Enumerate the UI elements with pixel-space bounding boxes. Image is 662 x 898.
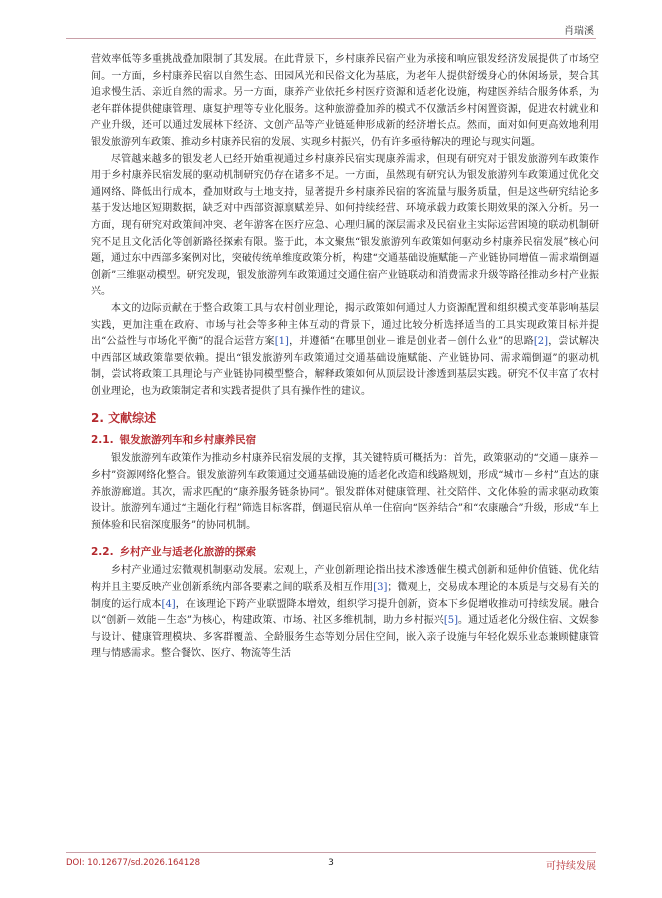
subsection-2-1-paragraph: 银发旅游列车政策作为推动乡村康养民宿发展的支撑，其关键特质可概括为：首先，政策驱动的“交通－康养－乡村”资源网络化整合。银发旅游列车政策通过交通基础设施的适老化改造和线路规划，形成“城市－乡村”直达的康养旅游廊道。其次，需求匹配的“康养服务链条协同”。银发群体对健康管理、社交陪伴、文化体验的需求驱动政策设计。旅游列车通过“主题化行程”筛选目标客群，倒逼民宿从单一住宿向“医养结合”和“农康融合”升级，形成“车上预体验和民宿深度服务”的协同机制。 — [91, 453, 599, 531]
citation-link[interactable]: [4] — [161, 598, 176, 610]
subsection-title-text: 乡村产业与适老化旅游的探索 — [119, 546, 257, 559]
paragraph-text: 乡村产业通过宏微观机制驱动发展。宏观上，产业创新理论指出技术渗透催生模式创新和延伸价值链、优化结构并且主要反映产业创新系统内部各要素之间的联系及相互作用 — [91, 565, 599, 594]
paragraph-text: ，并遵循“在哪里创业－谁是创业者－创什么业”的思路 — [288, 336, 534, 348]
subsection-2-2-paragraph — [91, 563, 599, 663]
subsection-number: 2.1. — [91, 434, 114, 447]
running-header-author: 肖瑞溪 — [564, 26, 594, 37]
intro-paragraph-2 — [91, 152, 599, 301]
subsection-title-2-2 — [91, 544, 599, 559]
section-title-literature-review: 2. 文献综述 — [91, 411, 157, 426]
footer-divider — [66, 852, 596, 853]
footer-doi[interactable]: DOI: 10.12677/sd.2026.164128 — [66, 858, 201, 868]
footer-journal-name: 可持续发展 — [546, 861, 596, 872]
article-body — [91, 52, 599, 663]
paragraph-text: 尽管越来越多的银发老人已经开始重视通过乡村康养民宿实现康养需求，但现有研究对于银发旅游列车政策作用于乡村康养民宿发展的驱动机制研究仍存在诸多不足。一方面，虽然现有研究认为银发旅游列车政策通过优化交通网络、降低出行成本，叠加财政与土地支持，显著提升乡村康养民宿的客流量与服务质量，但是这些研究结论多基于发达地区短期数据，缺乏对中西部资源禀赋差异、如何持续经营、环境承载力政策长期效果的深入分析。另一方面，现有研究对政策间冲突、老年游客在医疗应急、心理归属的深层需求及民宿业主实际运营困境的联动机制研究不足且文化活化等创新路径探索有限。鉴于此，本文聚焦“银发旅游列车政策如何驱动乡村康养民宿发展”核心问题，通过东中西部多案例对比，突破传统单维度政策分析，构建“交通基础设施赋能－产业链协同增值－需求端倒逼创新”三维驱动模型。研究发现，银发旅游列车政策通过交通住宿产业链联动和消费需求升级等路径推动乡村产业振兴。 — [91, 153, 599, 298]
paragraph-text: ，尝试解决中西部区域政策靠要依赖。提出“银发旅游列车政策通过交通基础设施赋能、产业链协同、需求端倒逼”的驱动机制，尝试将政策工具理论与产业链协同模型整合，解释政策如何从顶层设计渗透到基层实践。研究不仅丰富了农村创业理论，也为政策制定者和实践者提供了具有操作性的建议。 — [91, 336, 599, 397]
citation-link[interactable]: [2] — [533, 336, 549, 348]
header-divider — [66, 38, 596, 39]
paragraph-text: 。通过适老化分级住宿、文娱参与设计、健康管理模块、多客群覆盖、全龄服务生态等划分居住空间，嵌入亲子设施与年轻化娱乐业态兼顾健康管理与情感需求。整合餐饮、医疗、物流等生活 — [91, 615, 599, 660]
citation-link[interactable]: [5] — [443, 615, 458, 627]
paragraph-text: ，在该理论下跨产业联盟降本增效，组织学习提升创新，资本下乡促增收推动可持续发展。融合以“创新－效能－生态”为核心，构建政策、市场、社区多维机制，助力乡村振兴 — [91, 598, 599, 627]
intro-paragraph-1 — [91, 52, 599, 152]
citation-link[interactable]: [1] — [274, 336, 289, 348]
paragraph-text: 本文的边际贡献在于整合政策工具与农村创业理论，揭示政策如何通过人力资源配置和组织模式变革影响基层实践，更加注重在政府、市场与社会等多种主体互动的背景下，通过比较分析选择适当的工具实现政策目标并提出“公益性与市场化平衡”的混合运营方案 — [91, 302, 599, 348]
subsection-title-2-1 — [91, 432, 599, 447]
citation-link[interactable]: [3] — [373, 582, 388, 594]
intro-paragraph-3 — [91, 301, 599, 401]
page-number: 3 — [328, 858, 334, 868]
subsection-number: 2.2. — [91, 546, 114, 559]
subsection-title-text: 银发旅游列车和乡村康养民宿 — [119, 434, 257, 447]
paragraph-text: 营效率低等多重挑战叠加限制了其发展。在此背景下，乡村康养民宿产业为承接和响应银发经济发展提供了市场空间。一方面，乡村康养民宿以自然生态、田园风光和民俗文化为基底，为老年人提供舒缓身心的休闲场景，契合其追求慢生活、亲近自然的需求。另一方面，康养产业依托乡村医疗资源和适老化设施，构建医养结合服务体系，为老年群体提供健康管理、康复护理等专业化服务。这种旅游叠加养的模式不仅激活乡村闲置资源，促进农村就业和产业升级，还可以通过发展林下经济、文创产品等产业链延伸形成新的经济增长点。然而，面对如何更高效地利用银发旅游列车政策、推动乡村康养民宿的发展、实现乡村振兴，仍有许多亟待解决的理论与现实问题。 — [91, 54, 599, 148]
paragraph-text: ；微观上，交易成本理论的本质是与交易有关的制度的运行成本 — [91, 582, 600, 610]
